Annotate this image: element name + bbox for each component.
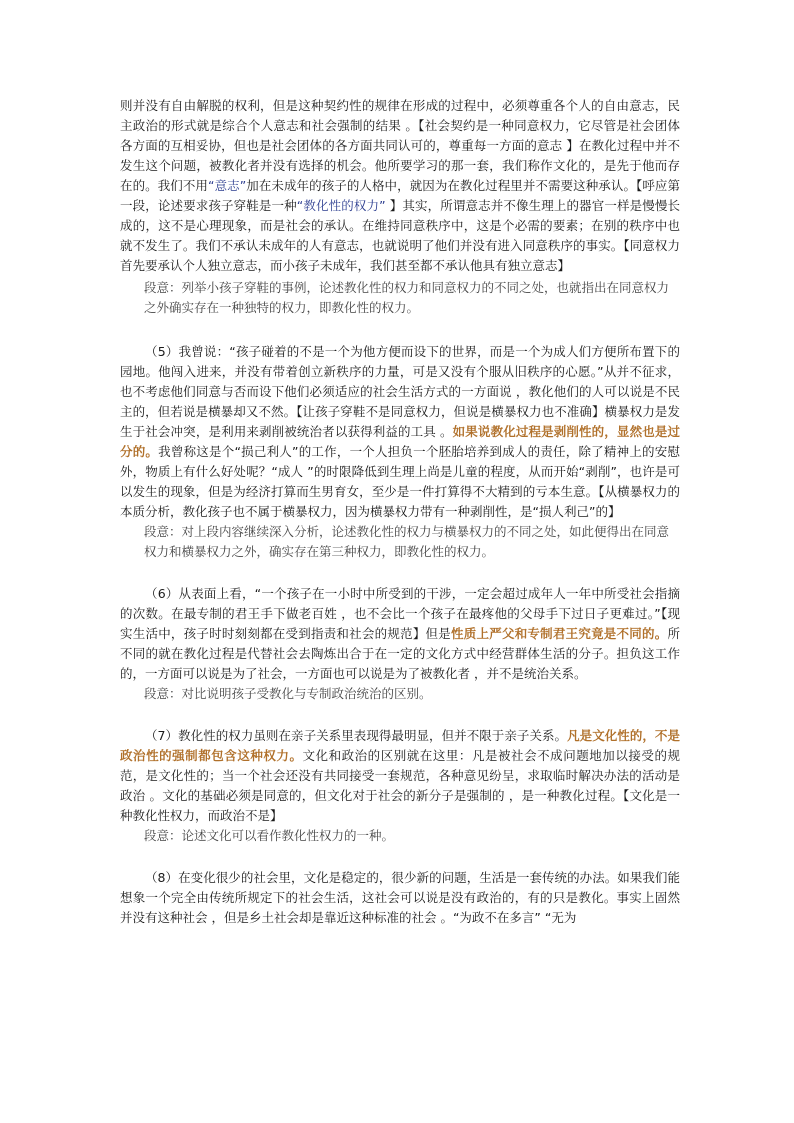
- quoted-term-will: “意志”: [208, 178, 247, 193]
- paragraph-8: [120, 868, 680, 928]
- text-segment: （5）我曾说：“孩子碰着的不是一个为他方便而设下的世界，而是一个为成人们方便所布置下的园地。他闯入进来，并没有带着创立新秩序的力量，可是又没有个服从旧秩序的心愿。”从并不征求，也不考虑他们同意与否而设下他们必须适应的社会生活方式的一方面说 ，教化他们的人可以说是不民主的，但若说是横暴却又不然。【让孩子穿鞋不是同意权力，但说是横暴权力也不准确】横暴权力是发生于社会冲突，是利用来剥削被统治者以获得利益的工具 。: [120, 344, 680, 439]
- text-segment: 则并没有自由解脱的权利，但是这种契约性的规律在形成的过程中，必须尊重各个人的自由意志，民主政治的形式就是综合个人意志和社会强制的结果 。【社会契约是一种同意权力，它尽管是社会团体各方面的互相妥协，但也是社会团体的各方面共同认可的，尊重每一方面的意志 】在教化过程中并不发生这个问题，被教化者并没有选择的机会。他所要学习的那一套，我们称作文化的，是先于他而存在的。我们不用: [120, 98, 680, 193]
- text-segment: （6）从表面上看，“一个孩子在一小时中所受到的干涉，一定会超过成年人一年中所受社会指摘的次数。在最专制的君王手下做老百姓 ，也不会比一个孩子在最疼他的父母手下过日子更难过。”【现实生活中，孩子时时刻刻都在受到指责和社会的规范】但是: [120, 586, 680, 641]
- text-segment: 所不同的就在教化过程是代替社会去陶炼出合于在一定的文化方式中经营群体生活的分子。担负这工作的，一方面可以说是为了社会，一方面也可以说是为了被教化者 ，并不是统治关系。: [120, 626, 680, 681]
- paragraph-summary: 段意：对比说明孩子受教化与专制政治统治的区别。: [144, 686, 432, 701]
- paragraph-summary: 段意：对上段内容继续深入分析，论述教化性的权力与横暴权力的不同之处，如此便得出在同意权力和横暴权力之外，确实存在第三种权力，即教化性的权力。: [144, 524, 670, 559]
- text-segment: （8）在变化很少的社会里，文化是稳定的，很少新的问题，生活是一套传统的办法。如果我们能想象一个完全由传统所规定下的社会生活，这社会可以说是没有政治的，有的只是教化。事实上固然并没有这种社会 ，但是乡土社会却是靠近这种标准的社会 。“为政不在多言” “无为: [120, 870, 680, 925]
- paragraph-summary: 段意：论述文化可以看作教化性权力的一种。: [144, 828, 395, 843]
- text-segment: 加在未成年的孩子的人格中，就因为在教化过程里并不需要这种承认。【呼应第一段，论述要求孩子穿鞋是一种: [120, 178, 680, 213]
- paragraph-7: [120, 726, 680, 826]
- text-segment: （7）教化性的权力虽则在亲子关系里表现得最明显，但并不限于亲子关系。: [145, 728, 568, 743]
- document-body: [120, 96, 680, 928]
- paragraph-5: [120, 342, 680, 522]
- paragraph-4-continued: [120, 96, 680, 276]
- emphasis-text: 如果说教化过程是剥削性的，显然也是过分的。: [120, 424, 680, 459]
- emphasis-text: 凡是文化性的，不是政治性的强制都包含这种权力。: [120, 728, 680, 763]
- emphasis-text: 性质上严父和专制君王究竟是不同的。: [451, 626, 668, 641]
- paragraph-summary: 段意：列举小孩子穿鞋的事例，论述教化性的权力和同意权力的不同之处，也就指出在同意权力之外确实存在一种独特的权力，即教化性的权力。: [144, 280, 670, 315]
- paragraph-6: [120, 584, 680, 684]
- quoted-term-educational-power: “教化性的权力”: [296, 198, 386, 213]
- text-segment: 文化和政治的区别就在这里：凡是被社会不成问题地加以接受的规范，是文化性的；当一个社会还没有共同接受一套规范，各种意见纷呈，求取临时解决办法的活动是政治 。文化的基础必须是同意的，但文化对于社会的新分子是强制的 ，是一种教化过程。【文化是一种教化性权力，而政治不是】: [120, 748, 680, 823]
- text-segment: 】其实，所谓意志并不像生理上的器官一样是慢慢长成的，这不是心理现象，而是社会的承认。在维持同意秩序中，这是个必需的要素；在别的秩序中也就不发生了。我们不承认未成年的人有意志，也就说明了他们并没有进入同意秩序的事实。【同意权力首先要承认个人独立意志，而小孩子未成年，我们甚至都不承认他具有独立意志】: [120, 198, 680, 273]
- text-segment: 我曾称这是个“损己利人”的工作，一个人担负一个胚胎培养到成人的责任，除了精神上的安慰外，物质上有什么好处呢？“成人 ”的时限降低到生理上尚是儿童的程度，从而开始“剥削”，也许是可以发生的现象，但是为经济打算而生男育女，至少是一件打算得不大精到的亏本生意。【从横暴权力的本质分析，教化孩子也不属于横暴权力，因为横暴权力带有一种剥削性，是“损人利己”的】: [120, 444, 680, 519]
